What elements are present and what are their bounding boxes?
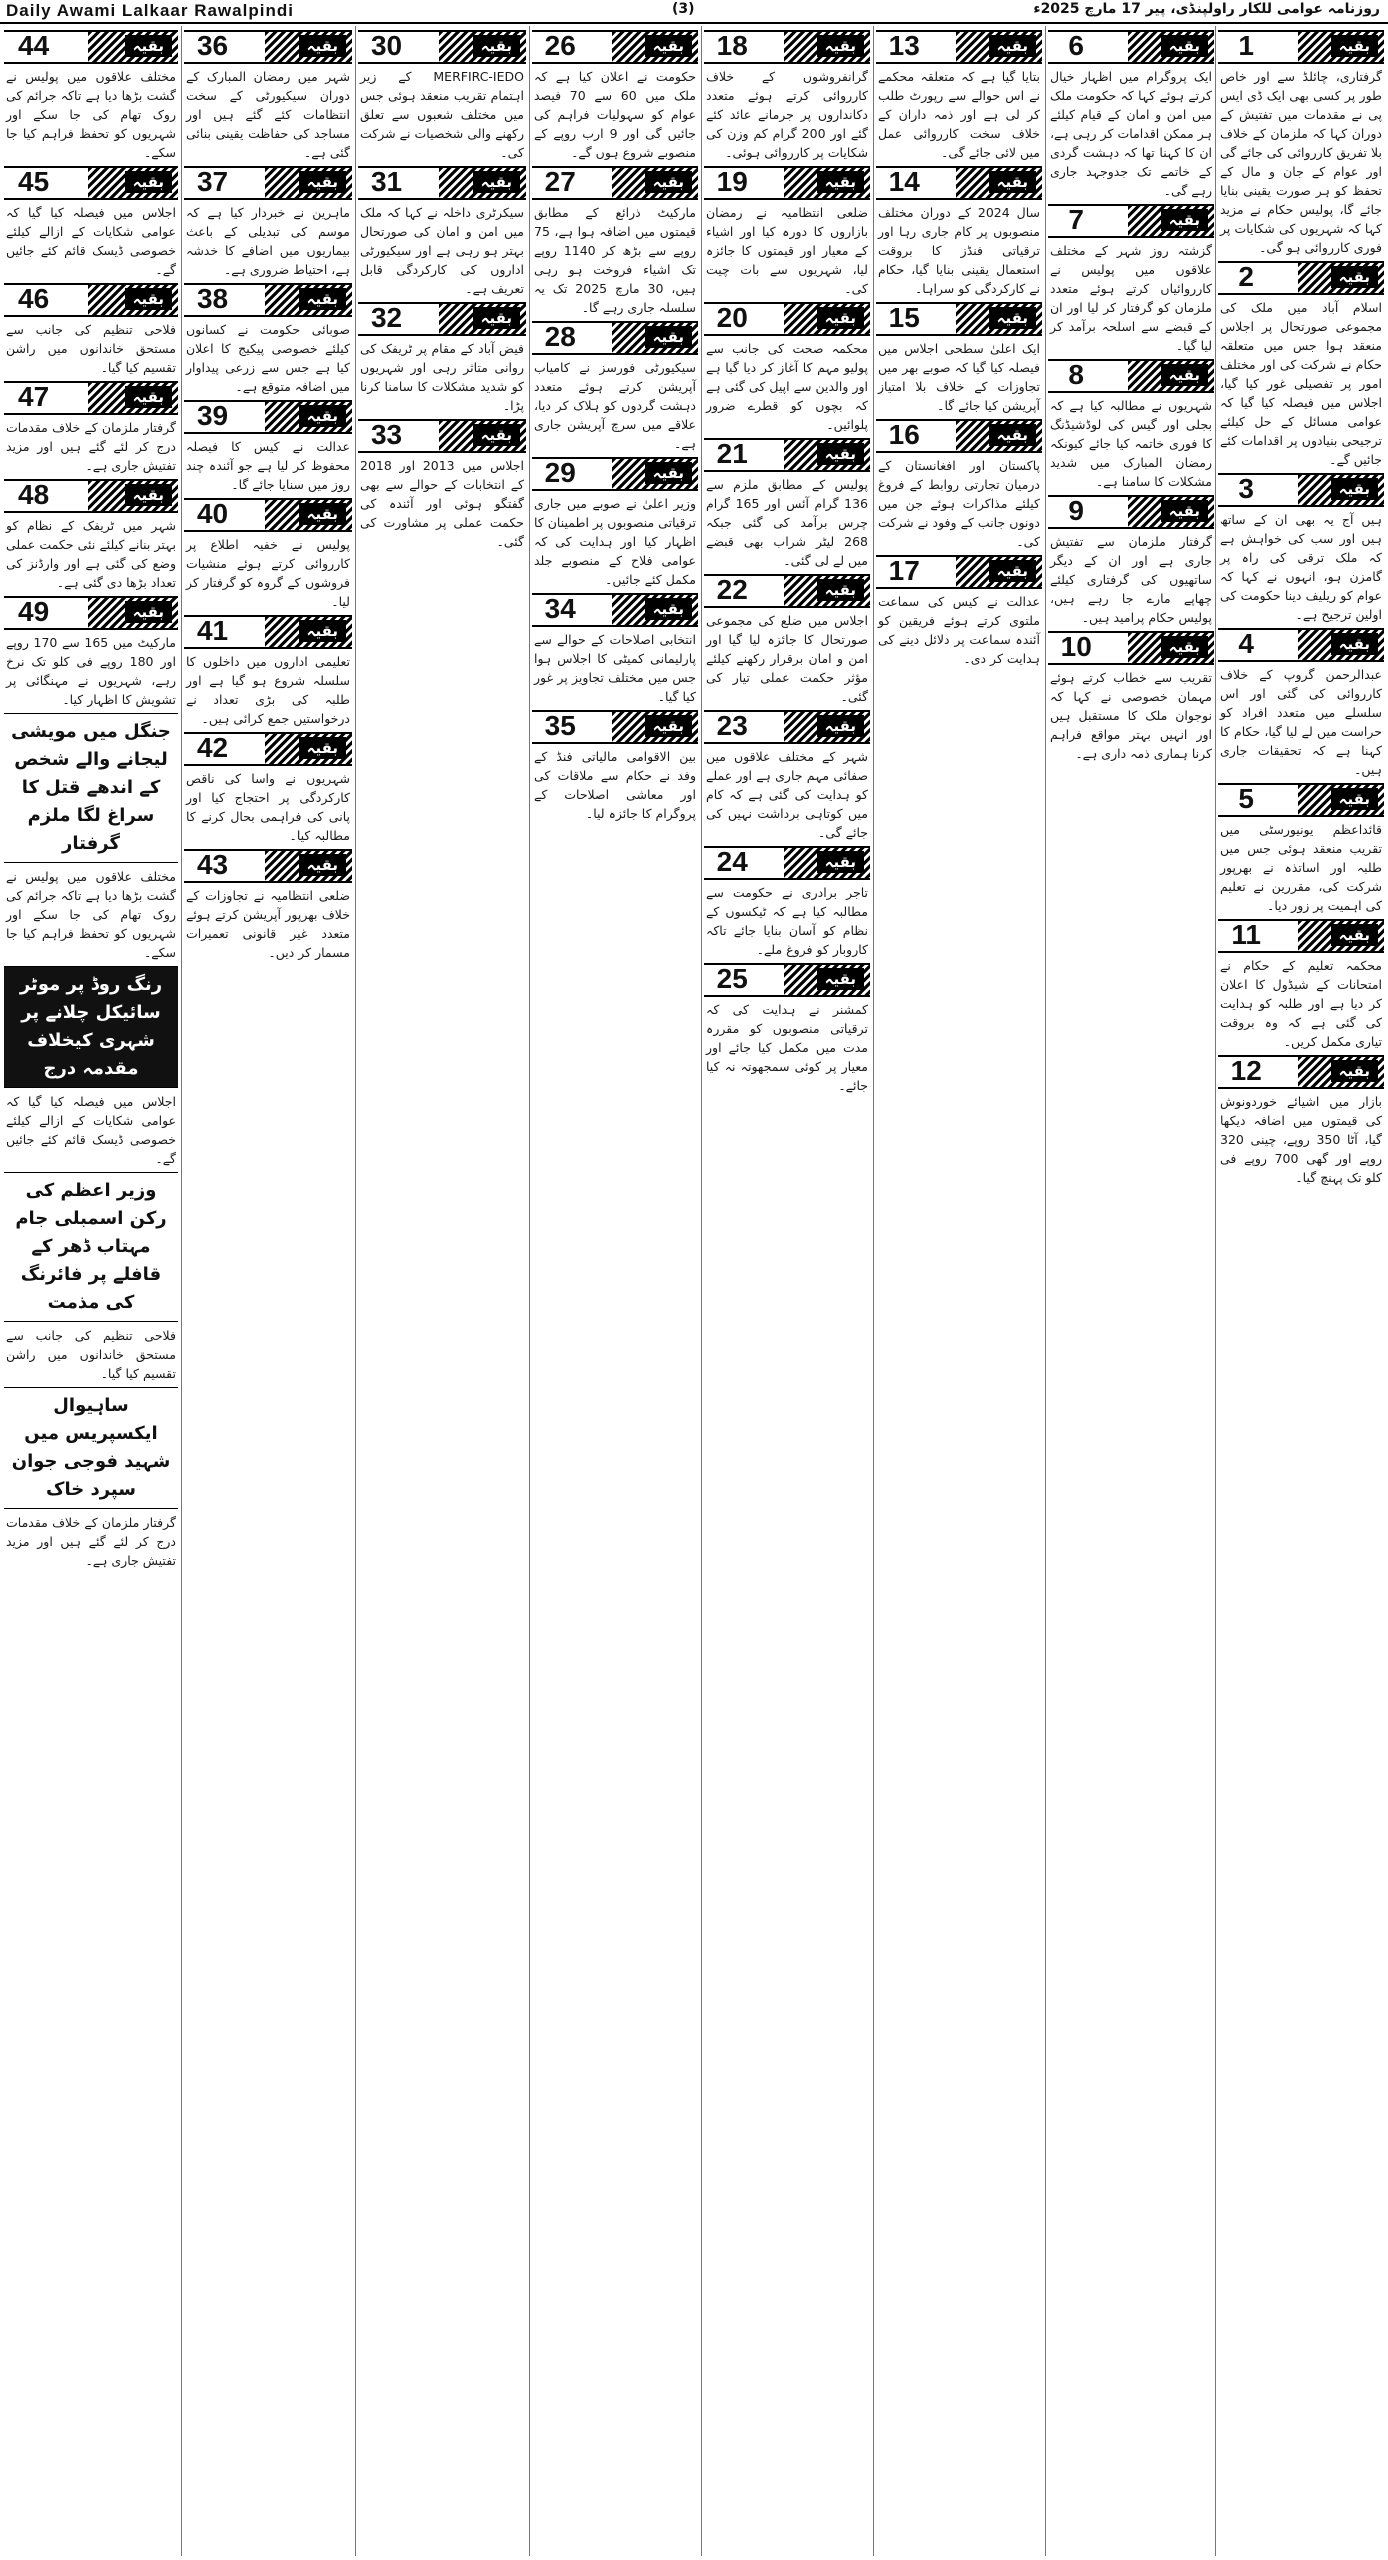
article-body-text: شہریوں نے واسا کی ناقص کارکردگی پر احتجاج کیا اور پانی کی فراہمی بحال کرنے کا مطالبہ کیا۔ bbox=[186, 771, 350, 843]
article-continuation-26 bbox=[532, 30, 698, 162]
article-body-text: محکمہ صحت کی جانب سے پولیو مہم کا آغاز کر دیا گیا ہے اور والدین سے اپیل کی گئی ہے کہ بچوں کو قطرے ضرور پلوائیں۔ bbox=[706, 341, 868, 432]
continuation-label: بقیہ bbox=[989, 35, 1036, 57]
article-continuation-48 bbox=[4, 479, 178, 592]
continuation-number: 46 bbox=[4, 285, 63, 315]
continuation-banner bbox=[184, 615, 352, 649]
article-body-text: اجلاس میں 2013 اور 2018 کے انتخابات کے حوالے سے بھی گفتگو ہوئی اور آئندہ کی حکمت عملی پر مشاورت کی گئی۔ bbox=[360, 458, 524, 549]
continuation-banner bbox=[532, 166, 698, 200]
continuation-number: 13 bbox=[876, 32, 932, 62]
continuation-number: 31 bbox=[358, 168, 415, 198]
continuation-number: 2 bbox=[1218, 263, 1274, 293]
continuation-number: 41 bbox=[184, 617, 241, 647]
continuation-banner bbox=[704, 30, 870, 64]
article-continuation-11 bbox=[1218, 919, 1384, 1051]
continuation-number: 3 bbox=[1218, 475, 1274, 505]
continuation-banner bbox=[358, 30, 526, 64]
article-body-text: سیکیورٹی فورسز نے کامیاب آپریشن کرتے ہوئے متعدد دہشت گردوں کو ہلاک کر دیا، علاقے میں سرچ آپریشن جاری ہے۔ bbox=[534, 360, 696, 451]
article-continuation-43 bbox=[184, 849, 352, 962]
article-body-text: اجلاس میں فیصلہ کیا گیا کہ عوامی شکایات کے ازالے کیلئے خصوصی ڈیسک قائم کئے جائیں گے۔ bbox=[6, 205, 176, 277]
continuation-number: 42 bbox=[184, 734, 241, 764]
article-body-text: شہر میں رمضان المبارک کے دوران سیکیورٹی کے سخت انتظامات کئے گئے ہیں اور مساجد کی حفاظت یقینی بنائی گئی ہے۔ bbox=[186, 69, 350, 160]
news-headline: جنگل میں مویشی لیجانے والے شخص کے اندھے قتل کا سراغ لگا ملزم گرفتار bbox=[4, 713, 178, 863]
continuation-number: 4 bbox=[1218, 630, 1274, 660]
continuation-banner bbox=[1048, 204, 1214, 238]
continuation-label: بقیہ bbox=[473, 307, 520, 329]
article-body-text: اجلاس میں فیصلہ کیا گیا کہ عوامی شکایات کے ازالے کیلئے خصوصی ڈیسک قائم کئے جائیں گے۔ bbox=[6, 1094, 176, 1166]
continuation-banner bbox=[876, 555, 1042, 589]
continuation-banner bbox=[704, 846, 870, 880]
column-5 bbox=[532, 26, 698, 2556]
continuation-number: 49 bbox=[4, 598, 63, 628]
masthead bbox=[0, 0, 1388, 24]
article-continuation-49 bbox=[4, 596, 178, 709]
continuation-label: بقیہ bbox=[299, 405, 346, 427]
article-body-text: حکومت نے اعلان کیا ہے کہ ملک میں 60 سے 70 فیصد عوام کو سہولیات فراہم کی جائیں گی اور 9 ارب روپے کے منصوبے شروع ہوں گے۔ bbox=[534, 69, 696, 160]
continuation-banner bbox=[704, 710, 870, 744]
article-body-text: تقریب سے خطاب کرتے ہوئے مہمان خصوصی نے کہا کہ نوجوان ملک کا مستقبل ہیں اور انہیں بہتر مواقع فراہم کرنا ہماری ذمہ داری ہے۔ bbox=[1050, 670, 1212, 761]
article-body-text: ماہرین نے خبردار کیا ہے کہ موسم کی تبدیلی کے باعث بیماریوں میں اضافے کا خدشہ ہے، احتیاط ضروری ہے۔ bbox=[186, 205, 350, 277]
continuation-number: 36 bbox=[184, 32, 241, 62]
continuation-label: بقیہ bbox=[299, 620, 346, 642]
continuation-banner bbox=[704, 574, 870, 608]
article-continuation-32 bbox=[358, 302, 526, 415]
continuation-number: 30 bbox=[358, 32, 415, 62]
continuation-number: 9 bbox=[1048, 497, 1104, 527]
continuation-number: 33 bbox=[358, 421, 415, 451]
article-continuation-14 bbox=[876, 166, 1042, 298]
continuation-number: 11 bbox=[1218, 921, 1274, 951]
page-number: (3) bbox=[672, 1, 695, 17]
continuation-label: بقیہ bbox=[473, 35, 520, 57]
continuation-banner bbox=[1218, 1055, 1384, 1089]
continuation-label: بقیہ bbox=[989, 307, 1036, 329]
english-masthead-title: Daily Awami Lalkaar Rawalpindi bbox=[6, 1, 294, 20]
article-body-text: پولیس نے خفیہ اطلاع پر کارروائی کرتے ہوئے منشیات فروشوں کے گروہ کو گرفتار کر لیا۔ bbox=[186, 537, 350, 609]
article-continuation-19 bbox=[704, 166, 870, 298]
article-body-text: قائداعظم یونیورسٹی میں تقریب منعقد ہوئی جس میں طلبہ اور اساتذہ نے بھرپور شرکت کی، مقررین نے تعلیم کی اہمیت پر زور دیا۔ bbox=[1220, 822, 1382, 913]
continuation-label: بقیہ bbox=[989, 171, 1036, 193]
article-continuation-3 bbox=[1218, 473, 1384, 624]
continuation-banner bbox=[4, 166, 178, 200]
article-body-text: گرفتار ملزمان سے تفتیش جاری ہے اور ان کے دیگر ساتھیوں کی گرفتاری کیلئے چھاپے مارے جا رہے ہیں، پولیس حکام پرامید ہیں۔ bbox=[1050, 534, 1212, 625]
continuation-number: 14 bbox=[876, 168, 932, 198]
article-continuation-5 bbox=[1218, 783, 1384, 915]
continuation-number: 23 bbox=[704, 712, 760, 742]
continuation-label: بقیہ bbox=[1161, 364, 1208, 386]
article-body-text: صوبائی حکومت نے کسانوں کیلئے خصوصی پیکیج کا اعلان کیا ہے جس سے زرعی پیداوار میں اضافہ متوقع ہے۔ bbox=[186, 322, 350, 394]
article-continuation-18 bbox=[704, 30, 870, 162]
continuation-label: بقیہ bbox=[1161, 636, 1208, 658]
continuation-banner bbox=[532, 593, 698, 627]
article-body-text: شہر کے مختلف علاقوں میں صفائی مہم جاری ہے اور عملے کو ہدایت کی گئی ہے کہ کام میں کوتاہی برداشت نہیں کی جائے گی۔ bbox=[706, 749, 868, 840]
article-continuation-47 bbox=[4, 381, 178, 475]
continuation-number: 19 bbox=[704, 168, 760, 198]
continuation-number: 21 bbox=[704, 440, 760, 470]
continuation-banner bbox=[876, 302, 1042, 336]
continuation-number: 22 bbox=[704, 576, 760, 606]
article-body-text: گرفتار ملزمان کے خلاف مقدمات درج کر لئے گئے ہیں اور مزید تفتیش جاری ہے۔ bbox=[6, 1515, 176, 1568]
continuation-label: بقیہ bbox=[817, 307, 864, 329]
continuation-label: بقیہ bbox=[125, 35, 172, 57]
column-2 bbox=[1048, 26, 1214, 2556]
continuation-number: 15 bbox=[876, 304, 932, 334]
continuation-number: 24 bbox=[704, 848, 760, 878]
continuation-banner bbox=[704, 963, 870, 997]
continuation-label: بقیہ bbox=[645, 326, 692, 348]
continuation-number: 38 bbox=[184, 285, 241, 315]
continuation-banner bbox=[184, 732, 352, 766]
article-continuation-13 bbox=[876, 30, 1042, 162]
column-1 bbox=[1218, 26, 1384, 2556]
article-body-text: مختلف علاقوں میں پولیس نے گشت بڑھا دیا ہے تاکہ جرائم کی روک تھام کی جا سکے اور شہریوں کو تحفظ فراہم کیا جا سکے۔ bbox=[6, 69, 176, 160]
continuation-label: بقیہ bbox=[299, 854, 346, 876]
news-headline: وزیر اعظم کی رکن اسمبلی جام مہتاب ڈھر کے قافلے پر فائرنگ کی مذمت bbox=[4, 1172, 178, 1322]
continuation-banner bbox=[1218, 261, 1384, 295]
continuation-number: 16 bbox=[876, 421, 932, 451]
article-continuation-36 bbox=[184, 30, 352, 162]
continuation-number: 27 bbox=[532, 168, 588, 198]
continuation-label: بقیہ bbox=[817, 171, 864, 193]
continuation-banner bbox=[4, 381, 178, 415]
continuation-label: بقیہ bbox=[1331, 1060, 1378, 1082]
continuation-number: 28 bbox=[532, 323, 588, 353]
article-continuation-2 bbox=[1218, 261, 1384, 469]
continuation-label: بقیہ bbox=[1331, 478, 1378, 500]
article-body-text: شہریوں نے مطالبہ کیا ہے کہ بجلی اور گیس کی لوڈشیڈنگ کا فوری خاتمہ کیا جائے کیونکہ رمضان المبارک میں شدید مشکلات کا سامنا ہے۔ bbox=[1050, 398, 1212, 489]
continuation-banner bbox=[4, 596, 178, 630]
article-body-text: اجلاس میں ضلع کی مجموعی صورتحال کا جائزہ لیا گیا اور امن و امان برقرار رکھنے کیلئے مؤثر حکمت عملی تیار کی گئی۔ bbox=[706, 613, 868, 704]
continuation-banner bbox=[1048, 359, 1214, 393]
article-continuation-27 bbox=[532, 166, 698, 317]
continuation-number: 44 bbox=[4, 32, 63, 62]
article-body-text: محکمہ تعلیم کے حکام نے امتحانات کے شیڈول کا اعلان کر دیا ہے اور طلبہ کو ہدایت کی گئی ہے کہ وہ بروقت تیاری مکمل کریں۔ bbox=[1220, 958, 1382, 1049]
article-body-text: انتخابی اصلاحات کے حوالے سے پارلیمانی کمیٹی کا اجلاس ہوا جس میں مختلف تجاویز پر غور کیا گیا۔ bbox=[534, 632, 696, 704]
continuation-label: بقیہ bbox=[645, 598, 692, 620]
continuation-number: 35 bbox=[532, 712, 588, 742]
article-body-text: عدالت نے کیس کی سماعت ملتوی کرتے ہوئے فریقین کو آئندہ سماعت پر دلائل دینے کی ہدایت کر دی۔ bbox=[878, 594, 1040, 666]
continuation-number: 10 bbox=[1048, 633, 1104, 663]
article-continuation-33 bbox=[358, 419, 526, 551]
continuation-number: 40 bbox=[184, 500, 241, 530]
article-body-text: عبدالرحمن گروپ کے خلاف کارروائی کی گئی اور اس سلسلے میں متعدد افراد کو حراست میں لے لیا گیا، حکام کا کہنا ہے کہ تحقیقات جاری ہیں۔ bbox=[1220, 667, 1382, 777]
continuation-number: 17 bbox=[876, 557, 932, 587]
article-body-text: گرانفروشوں کے خلاف کارروائی کرتے ہوئے متعدد دکانداروں پر جرمانے عائد کئے گئے اور 200 گرام کم وزن کی شکایات پر کارروائی ہوئی۔ bbox=[706, 69, 868, 160]
continuation-label: بقیہ bbox=[1331, 266, 1378, 288]
article-continuation-28 bbox=[532, 321, 698, 453]
continuation-banner bbox=[704, 302, 870, 336]
continuation-label: بقیہ bbox=[817, 968, 864, 990]
column-6 bbox=[358, 26, 526, 2556]
continuation-label: بقیہ bbox=[299, 35, 346, 57]
continuation-number: 45 bbox=[4, 168, 63, 198]
continuation-number: 8 bbox=[1048, 361, 1104, 391]
article-continuation-30 bbox=[358, 30, 526, 162]
continuation-banner bbox=[1218, 628, 1384, 662]
continuation-banner bbox=[358, 166, 526, 200]
column-4 bbox=[704, 26, 870, 2556]
article-continuation-6 bbox=[1048, 30, 1214, 200]
article-body-text: پولیس کے مطابق ملزم سے 136 گرام آئس اور 165 گرام چرس برآمد کی گئی جبکہ 268 لیٹر شراب بھی قبضے میں لے لی گئی۔ bbox=[706, 477, 868, 568]
article-continuation-35 bbox=[532, 710, 698, 823]
continuation-label: بقیہ bbox=[299, 737, 346, 759]
continuation-number: 37 bbox=[184, 168, 241, 198]
continuation-number: 47 bbox=[4, 383, 63, 413]
urdu-dateline: روزنامہ عوامی للکار راولپنڈی، پیر 17 مارچ 2025ء bbox=[1033, 1, 1380, 17]
continuation-banner bbox=[1218, 783, 1384, 817]
continuation-banner bbox=[532, 321, 698, 355]
continuation-banner bbox=[1218, 473, 1384, 507]
continuation-label: بقیہ bbox=[989, 424, 1036, 446]
article-body-text: مارکیٹ ذرائع کے مطابق قیمتوں میں اضافہ ہوا ہے، 75 روپے سے بڑھ کر 1140 روپے تک اشیاء فروخت ہو رہی ہیں، 30 مارچ 2025 تک یہ سلسلہ جاری رہے گا۔ bbox=[534, 205, 697, 315]
article-body-text: فلاحی تنظیم کی جانب سے مستحق خاندانوں میں راشن تقسیم کیا گیا۔ bbox=[6, 1328, 176, 1381]
continuation-label: بقیہ bbox=[473, 171, 520, 193]
column-3 bbox=[876, 26, 1042, 2556]
article-continuation-22 bbox=[704, 574, 870, 706]
continuation-banner bbox=[358, 302, 526, 336]
continuation-number: 20 bbox=[704, 304, 760, 334]
continuation-label: بقیہ bbox=[125, 288, 172, 310]
article-body-text: کمشنر نے ہدایت کی کہ ترقیاتی منصوبوں کو مقررہ مدت میں مکمل کیا جائے اور معیار پر کوئی سمجھوتہ نہ کیا جائے۔ bbox=[706, 1002, 868, 1093]
continuation-label: بقیہ bbox=[1161, 35, 1208, 57]
continuation-banner bbox=[1218, 919, 1384, 953]
continuation-label: بقیہ bbox=[1331, 924, 1378, 946]
continuation-label: بقیہ bbox=[1161, 500, 1208, 522]
news-headline: رنگ روڈ پر موٹر سائیکل چلانے پر شہری کیخلاف مقدمہ درج bbox=[4, 966, 178, 1088]
continuation-number: 43 bbox=[184, 851, 241, 881]
article-body-text: ضلعی انتظامیہ نے رمضان بازاروں کا دورہ کیا اور اشیاء کے معیار اور قیمتوں کا جائزہ لیا، شہریوں سے بات چیت کی۔ bbox=[706, 205, 868, 296]
article-body-text: شہر میں ٹریفک کے نظام کو بہتر بنانے کیلئے نئی حکمت عملی وضع کی گئی ہے اور وارڈنز کی تعداد بڑھا دی گئی ہے۔ bbox=[6, 518, 176, 590]
article-continuation-42 bbox=[184, 732, 352, 845]
article-body-text: عدالت نے کیس کا فیصلہ محفوظ کر لیا ہے جو آئندہ چند روز میں سنایا جائے گا۔ bbox=[186, 439, 350, 492]
continuation-banner bbox=[1048, 631, 1214, 665]
continuation-number: 25 bbox=[704, 965, 760, 995]
article-continuation-40 bbox=[184, 498, 352, 611]
article-body-text: فلاحی تنظیم کی جانب سے مستحق خاندانوں میں راشن تقسیم کیا گیا۔ bbox=[6, 322, 176, 375]
continuation-label: بقیہ bbox=[817, 851, 864, 873]
article-body-text: تعلیمی اداروں میں داخلوں کا سلسلہ شروع ہو گیا ہے اور طلبہ کی بڑی تعداد نے درخواستیں جمع کرائی ہیں۔ bbox=[186, 654, 350, 726]
column-7 bbox=[184, 26, 352, 2556]
continuation-label: بقیہ bbox=[125, 171, 172, 193]
continuation-banner bbox=[358, 419, 526, 453]
continuation-label: بقیہ bbox=[817, 715, 864, 737]
continuation-banner bbox=[184, 498, 352, 532]
continuation-banner bbox=[4, 30, 178, 64]
continuation-number: 18 bbox=[704, 32, 760, 62]
article-continuation-37 bbox=[184, 166, 352, 279]
article-continuation-34 bbox=[532, 593, 698, 706]
article-continuation-21 bbox=[704, 438, 870, 570]
article-body-text: ہیں آج یہ بھی ان کے ساتھ ہیں اور سب کی خواہش ہے کہ ملک ترقی کی راہ پر گامزن ہو، انہوں نے کہا کہ عوام کو ریلیف دینا حکومت کی اولین ترجیح ہے۔ bbox=[1220, 512, 1382, 622]
continuation-number: 1 bbox=[1218, 32, 1274, 62]
article-body-text: وزیر اعلیٰ نے صوبے میں جاری ترقیاتی منصوبوں پر اطمینان کا اظہار کیا اور ہدایت کی کہ عوامی فلاح کے منصوبے جلد مکمل کئے جائیں۔ bbox=[534, 496, 696, 587]
continuation-banner bbox=[876, 166, 1042, 200]
article-continuation-39 bbox=[184, 400, 352, 494]
continuation-number: 34 bbox=[532, 595, 588, 625]
continuation-label: بقیہ bbox=[299, 171, 346, 193]
continuation-banner bbox=[184, 30, 352, 64]
continuation-label: بقیہ bbox=[645, 35, 692, 57]
article-body-text: مارکیٹ میں 165 سے 170 روپے اور 180 روپے فی کلو تک نرخ رہے، شہریوں نے مہنگائی پر تشویش کا اظہار کیا۔ bbox=[6, 635, 176, 707]
article-body-text: ایک اعلیٰ سطحی اجلاس میں فیصلہ کیا گیا کہ صوبے بھر میں تجاوزات کے خلاف بلا امتیاز آپریشن کیا جائے گا۔ bbox=[878, 341, 1040, 413]
continuation-banner bbox=[184, 849, 352, 883]
continuation-label: بقیہ bbox=[989, 560, 1036, 582]
article-continuation-15 bbox=[876, 302, 1042, 415]
continuation-number: 39 bbox=[184, 402, 241, 432]
article-body-text: ایک پروگرام میں اظہار خیال کرتے ہوئے کہا کہ حکومت ملک میں امن و امان کے قیام کیلئے ہر ممکن اقدامات کر رہی ہے، ان کا کہنا تھا کہ دہشت گردی کے خاتمے تک جدوجہد جاری رہے گی۔ bbox=[1050, 69, 1212, 198]
continuation-label: بقیہ bbox=[299, 503, 346, 525]
continuation-banner bbox=[184, 283, 352, 317]
continuation-label: بقیہ bbox=[1331, 633, 1378, 655]
article-body-text: مختلف علاقوں میں پولیس نے گشت بڑھا دیا ہے تاکہ جرائم کی روک تھام کی جا سکے اور شہریوں کو تحفظ فراہم کیا جا سکے۔ bbox=[6, 869, 176, 960]
continuation-number: 32 bbox=[358, 304, 415, 334]
continuation-number: 7 bbox=[1048, 206, 1104, 236]
article-body-text: پاکستان اور افغانستان کے درمیان تجارتی روابط کے فروغ کیلئے مذاکرات ہوئے جن میں دونوں جانب کے وفود نے شرکت کی۔ bbox=[878, 458, 1040, 549]
article-body-text: فیض آباد کے مقام پر ٹریفک کی روانی متاثر رہی اور شہریوں کو شدید مشکلات کا سامنا کرنا پڑا۔ bbox=[360, 341, 524, 413]
article-continuation-45 bbox=[4, 166, 178, 279]
continuation-banner bbox=[4, 283, 178, 317]
continuation-label: بقیہ bbox=[645, 462, 692, 484]
article-body-text: ضلعی انتظامیہ نے تجاوزات کے خلاف بھرپور آپریشن کرتے ہوئے متعدد غیر قانونی تعمیرات مسمار کر دیں۔ bbox=[186, 888, 350, 960]
continuation-label: بقیہ bbox=[473, 424, 520, 446]
continuation-banner bbox=[4, 479, 178, 513]
article-body-text: سال 2024 کے دوران مختلف منصوبوں پر کام جاری رہا اور ترقیاتی فنڈز کا بروقت استعمال یقینی بنایا گیا، حکام نے کارکردگی کو سراہا۔ bbox=[878, 205, 1040, 296]
continuation-label: بقیہ bbox=[645, 715, 692, 737]
article-body-text: بین الاقوامی مالیاتی فنڈ کے وفد نے حکام سے ملاقات کی اور معاشی اصلاحات کے پروگرام کا جائزہ لیا۔ bbox=[534, 749, 696, 821]
article-body-text: سیکرٹری داخلہ نے کہا کہ ملک میں امن و امان کی صورتحال بہتر ہو رہی ہے اور سیکیورٹی اداروں کی کارکردگی قابل تعریف ہے۔ bbox=[360, 205, 524, 296]
continuation-banner bbox=[704, 438, 870, 472]
article-continuation-1 bbox=[1218, 30, 1384, 257]
article-continuation-4 bbox=[1218, 628, 1384, 779]
article-body-text: بازار میں اشیائے خوردونوش کی قیمتوں میں اضافہ دیکھا گیا، آٹا 350 روپے، چینی 320 روپے اور گھی 700 روپے فی کلو تک پہنچ گیا۔ bbox=[1220, 1094, 1382, 1185]
continuation-banner bbox=[1218, 30, 1384, 64]
continuation-label: بقیہ bbox=[125, 386, 172, 408]
continuation-label: بقیہ bbox=[1331, 35, 1378, 57]
article-body-text: بتایا گیا ہے کہ متعلقہ محکمے نے اس حوالے سے رپورٹ طلب کر لی ہے اور ذمہ داران کے خلاف سخت کارروائی عمل میں لائی جائے گی۔ bbox=[878, 69, 1040, 160]
continuation-label: بقیہ bbox=[125, 484, 172, 506]
continuation-number: 48 bbox=[4, 481, 63, 511]
article-body-text: گرفتاری، چائلڈ سے اور خاص طور پر کسی بھی ایک ڈی ایس پی نے مقدمات میں تفتیش کے دوران کہا کہ ملزمان کے خلاف بلا تفریق کارروائی کی جائے گی اور عوام کے جان و مال کے تحفظ کو ہر صورت یقینی بنایا جائے گا، پولیس حکام نے مزید کہا کہ شہریوں کی شکایات پر فوری کارروائی ہو گی۔ bbox=[1220, 69, 1382, 255]
article-continuation-17 bbox=[876, 555, 1042, 668]
article-body-text: گزشتہ روز شہر کے مختلف علاقوں میں پولیس نے کارروائیاں کرتے ہوئے متعدد ملزمان کو گرفتار کر لیا اور ان کے قبضے سے اسلحہ برآمد کر لیا گیا۔ bbox=[1050, 243, 1212, 353]
article-continuation-25 bbox=[704, 963, 870, 1095]
continuation-banner bbox=[1048, 495, 1214, 529]
continuation-banner bbox=[532, 710, 698, 744]
article-continuation-29 bbox=[532, 457, 698, 589]
continuation-number: 29 bbox=[532, 459, 588, 489]
continuation-banner bbox=[532, 30, 698, 64]
continuation-banner bbox=[532, 457, 698, 491]
continuation-number: 5 bbox=[1218, 785, 1274, 815]
article-body-text: MERFIRC-IEDO کے زیر اہتمام تقریب منعقد ہوئی جس میں مختلف شعبوں سے تعلق رکھنے والی شخصیات نے شرکت کی۔ bbox=[360, 69, 524, 160]
article-continuation-9 bbox=[1048, 495, 1214, 627]
article-continuation-24 bbox=[704, 846, 870, 959]
continuation-number: 12 bbox=[1218, 1057, 1274, 1087]
continuation-banner bbox=[184, 400, 352, 434]
column-8 bbox=[4, 26, 178, 2556]
continuation-label: بقیہ bbox=[817, 35, 864, 57]
continuation-label: بقیہ bbox=[1331, 788, 1378, 810]
article-continuation-46 bbox=[4, 283, 178, 377]
article-continuation-10 bbox=[1048, 631, 1214, 763]
article-continuation-8 bbox=[1048, 359, 1214, 491]
article-continuation-12 bbox=[1218, 1055, 1384, 1187]
continuation-label: بقیہ bbox=[1161, 209, 1208, 231]
continuation-number: 26 bbox=[532, 32, 588, 62]
article-continuation-7 bbox=[1048, 204, 1214, 355]
continuation-banner bbox=[184, 166, 352, 200]
article-continuation-38 bbox=[184, 283, 352, 396]
continuation-banner bbox=[876, 419, 1042, 453]
article-body-text: اسلام آباد میں ملک کی مجموعی صورتحال پر اجلاس منعقد ہوا جس میں متعلقہ حکام نے شرکت کی اور مختلف امور پر تفصیلی غور کیا گیا، اجلاس میں فیصلہ کیا گیا کہ عوامی مسائل کے حل کیلئے ترجیحی بنیادوں پر اقدامات کئے جائیں گے۔ bbox=[1220, 300, 1382, 467]
continuation-label: بقیہ bbox=[299, 288, 346, 310]
article-continuation-23 bbox=[704, 710, 870, 842]
continuation-banner bbox=[876, 30, 1042, 64]
article-continuation-16 bbox=[876, 419, 1042, 551]
article-continuation-20 bbox=[704, 302, 870, 434]
continuation-label: بقیہ bbox=[125, 601, 172, 623]
article-body-text: گرفتار ملزمان کے خلاف مقدمات درج کر لئے گئے ہیں اور مزید تفتیش جاری ہے۔ bbox=[6, 420, 176, 473]
continuation-banner bbox=[704, 166, 870, 200]
continuation-banner bbox=[1048, 30, 1214, 64]
article-body-text: تاجر برادری نے حکومت سے مطالبہ کیا ہے کہ ٹیکسوں کے نظام کو آسان بنایا جائے تاکہ کاروبار کو فروغ ملے۔ bbox=[706, 885, 868, 957]
continuation-label: بقیہ bbox=[817, 579, 864, 601]
article-continuation-41 bbox=[184, 615, 352, 728]
continuation-number: 6 bbox=[1048, 32, 1104, 62]
article-continuation-31 bbox=[358, 166, 526, 298]
continuation-label: بقیہ bbox=[817, 443, 864, 465]
news-headline: ساہیوال ایکسپریس میں شہید فوجی جوان سپرد خاک bbox=[4, 1387, 178, 1509]
article-continuation-44 bbox=[4, 30, 178, 162]
continuation-label: بقیہ bbox=[645, 171, 692, 193]
